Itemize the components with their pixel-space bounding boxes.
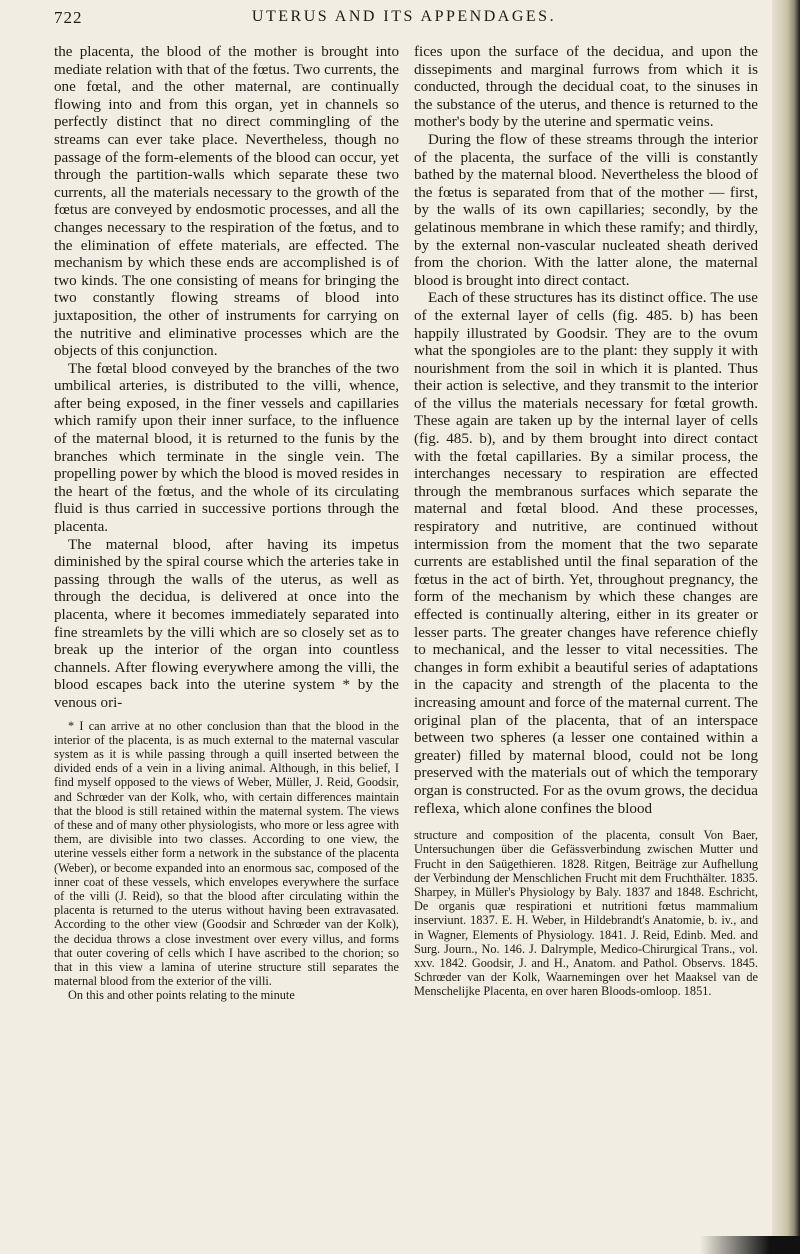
left-body-text xyxy=(54,44,399,713)
running-head: UTERUS AND ITS APPENDAGES. xyxy=(251,8,557,25)
paragraph: the placenta, the blood of the mother is brought into mediate relation with that of the fœtus. Two currents, the one fœtal, and the other maternal, are continually flowing into and from this organ, yet in channels so perfectly distinct that no direct commingling of the streams can ever take place. Nevertheless, though no passage of the form-elements of the blood can occur, yet through the partition-walls which separate these two currents, all the materials necessary to the growth of the fœtus are conveyed by endosmotic processes, and all the changes necessary to the respiration of the fœtus, and to the elimination of effete materials, are effected. The mechanism by which these ends are accomplished is of two kinds. The one consisting of means for bringing the two constantly flowing streams of blood into juxtaposition, the other of instruments for carrying on the nutritive and eliminative processes which are the objects of this conjunction. xyxy=(54,44,399,360)
paragraph: The maternal blood, after having its impetus diminished by the spiral course which the arteries take in passing through the walls of the uterus, as well as through the decidua, is delivered at once into the placenta, where it becomes immediately separated into fine streamlets by the villi which are so closely set as to break up the interior of the organ into countless channels. After flowing everywhere among the villi, the blood escapes back into the uterine system * by the venous ori- xyxy=(54,536,399,711)
footnote xyxy=(54,719,399,1003)
footnote-continuation xyxy=(414,828,758,998)
page-number: 722 xyxy=(54,8,83,27)
footnote-paragraph: On this and other points relating to the minute xyxy=(68,988,295,1003)
paragraph: During the flow of these streams through the interior of the placenta, the surface of the villi is constantly bathed by the maternal blood. Nevertheless the blood of the fœtus is separated from that of the mother — first, by the walls of its own capillaries; secondly, by the gelatinous membrane in which these ramify; and thirdly, by the external non-vascular nucleated sheath derived from the chorion. With the latter alone, the maternal blood is brought into direct contact. xyxy=(414,131,758,289)
right-body-text xyxy=(414,44,758,818)
footnote-paragraph: structure and composition of the placenta, consult Von Baer, Untersuchungen über die Gefässverbindung zwischen Mutter und Frucht in den Saügethieren. 1828. Ritgen, Beiträge zur Aufhellung der Verbindung der Menschlichen Frucht mit dem Fruchthälter. 1835. Sharpey, in Müller's Physiology by Baly. 1837 and 1848. Eschricht, De organis quæ respirationi et nutritioni fœtus mammalium inserviunt. 1837. E. H. Weber, in Hildebrandt's Anatomie, b. iv., and in Wagner, Elements of Physiology. 1841. J. Reid, Edinb. Med. and Surg. Journ., No. 146. J. Dalrymple, Medico-Chirurgical Trans., vol. xxv. 1842. Goodsir, J. and H., Anatom. and Pathol. Observs. 1845. Schrœder van der Kolk, Waarnemingen over het Maaksel van de Menschelijke Placenta, en over haren Bloods-omloop. 1851. xyxy=(414,828,758,999)
right-column xyxy=(414,44,758,999)
footnote-paragraph: * I can arrive at no other conclusion than that the blood in the interior of the placenta, is as much external to the maternal vascular system as it is while passing through a quill inserted between the divided ends of a vein in a living animal. Although, in this belief, I find myself opposed to the views of Weber, Müller, J. Reid, Goodsir, and Schrœder van der Kolk, who, with certain differences maintain that the blood is still retained within the maternal system. The views of these and of many other physiologists, who more or less agree with them, are divisible into two classes. According to one view, the uterine vessels either form a network in the substance of the placenta (Weber), or become expanded into an enormous sac, composed of the inner coat of these vessels, which envelopes everywhere the surface of the villi (J. Reid), so that the blood after circulating within the placenta is returned to the uterus without having been extravasated. According to the other view (Goodsir and Schrœder van der Kolk), the decidua throws a close investment over every villus, and forms that outer covering of cells which I have ascribed to the chorion; so that in this view a lamina of uterine structure still separates the maternal blood from the exterior of the villi. xyxy=(54,718,399,989)
page-edge-shadow xyxy=(772,0,800,1254)
left-column xyxy=(54,44,399,1003)
paragraph: Each of these structures has its distinct office. The use of the external layer of cells (fig. 485. b) has been happily illustrated by Goodsir. They are to the ovum what the spongioles are to the plant: they supply it with nourishment from the soil in which it is planted. Thus their action is selective, and they transmit to the interior of the villus the materials necessary for fœtal growth. These again are taken up by the internal layer of cells (fig. 485. b), and by them brought into direct contact with the fœtal capillaries. By a similar process, the interchanges necessary to respiration are effected through the membranous surfaces which separate the maternal and fœtal blood. And these processes, respiratory and nutritive, are continued without intermission from the moment that the two separate currents are established until the final separation of the fœtus in the act of birth. Yet, throughout pregnancy, the form of the mechanism by which these changes are effected is continually altering, either in its greater or lesser parts. The greater changes have reference chiefly to mechanical, and the lesser to vital necessities. The changes in form exhibit a beautiful series of adaptations in the capacity and strength of the placenta to the increasing amount and force of the maternal current. The original plan of the placenta, that of an interspace between two spheres (a lesser one contained within a greater) filled by maternal blood, could not be long preserved with the materials out of which the temporary organ is constructed. For as the ovum grows, the decidua reflexa, which alone confines the blood xyxy=(414,290,758,817)
paragraph: fices upon the surface of the decidua, and upon the dissepiments and marginal furrows from which it is conducted, through the decidual coat, to the sinuses in the substance of the uterus, and thence is returned to the mother's body by the uterine and spermatic veins. xyxy=(414,44,758,131)
paragraph: The fœtal blood conveyed by the branches of the two umbilical arteries, is distributed to the villi, whence, after being exposed, in the finer vessels and capillaries which ramify upon their inner surface, to the influence of the maternal blood, it is returned to the funis by the branches which terminate in the single vein. The propelling power by which the blood is moved resides in the heart of the fœtus, and the whole of its circulating fluid is thus carried in successive portions through the placenta. xyxy=(54,360,399,536)
page-header xyxy=(54,6,754,30)
page-corner-shadow xyxy=(700,1236,800,1254)
